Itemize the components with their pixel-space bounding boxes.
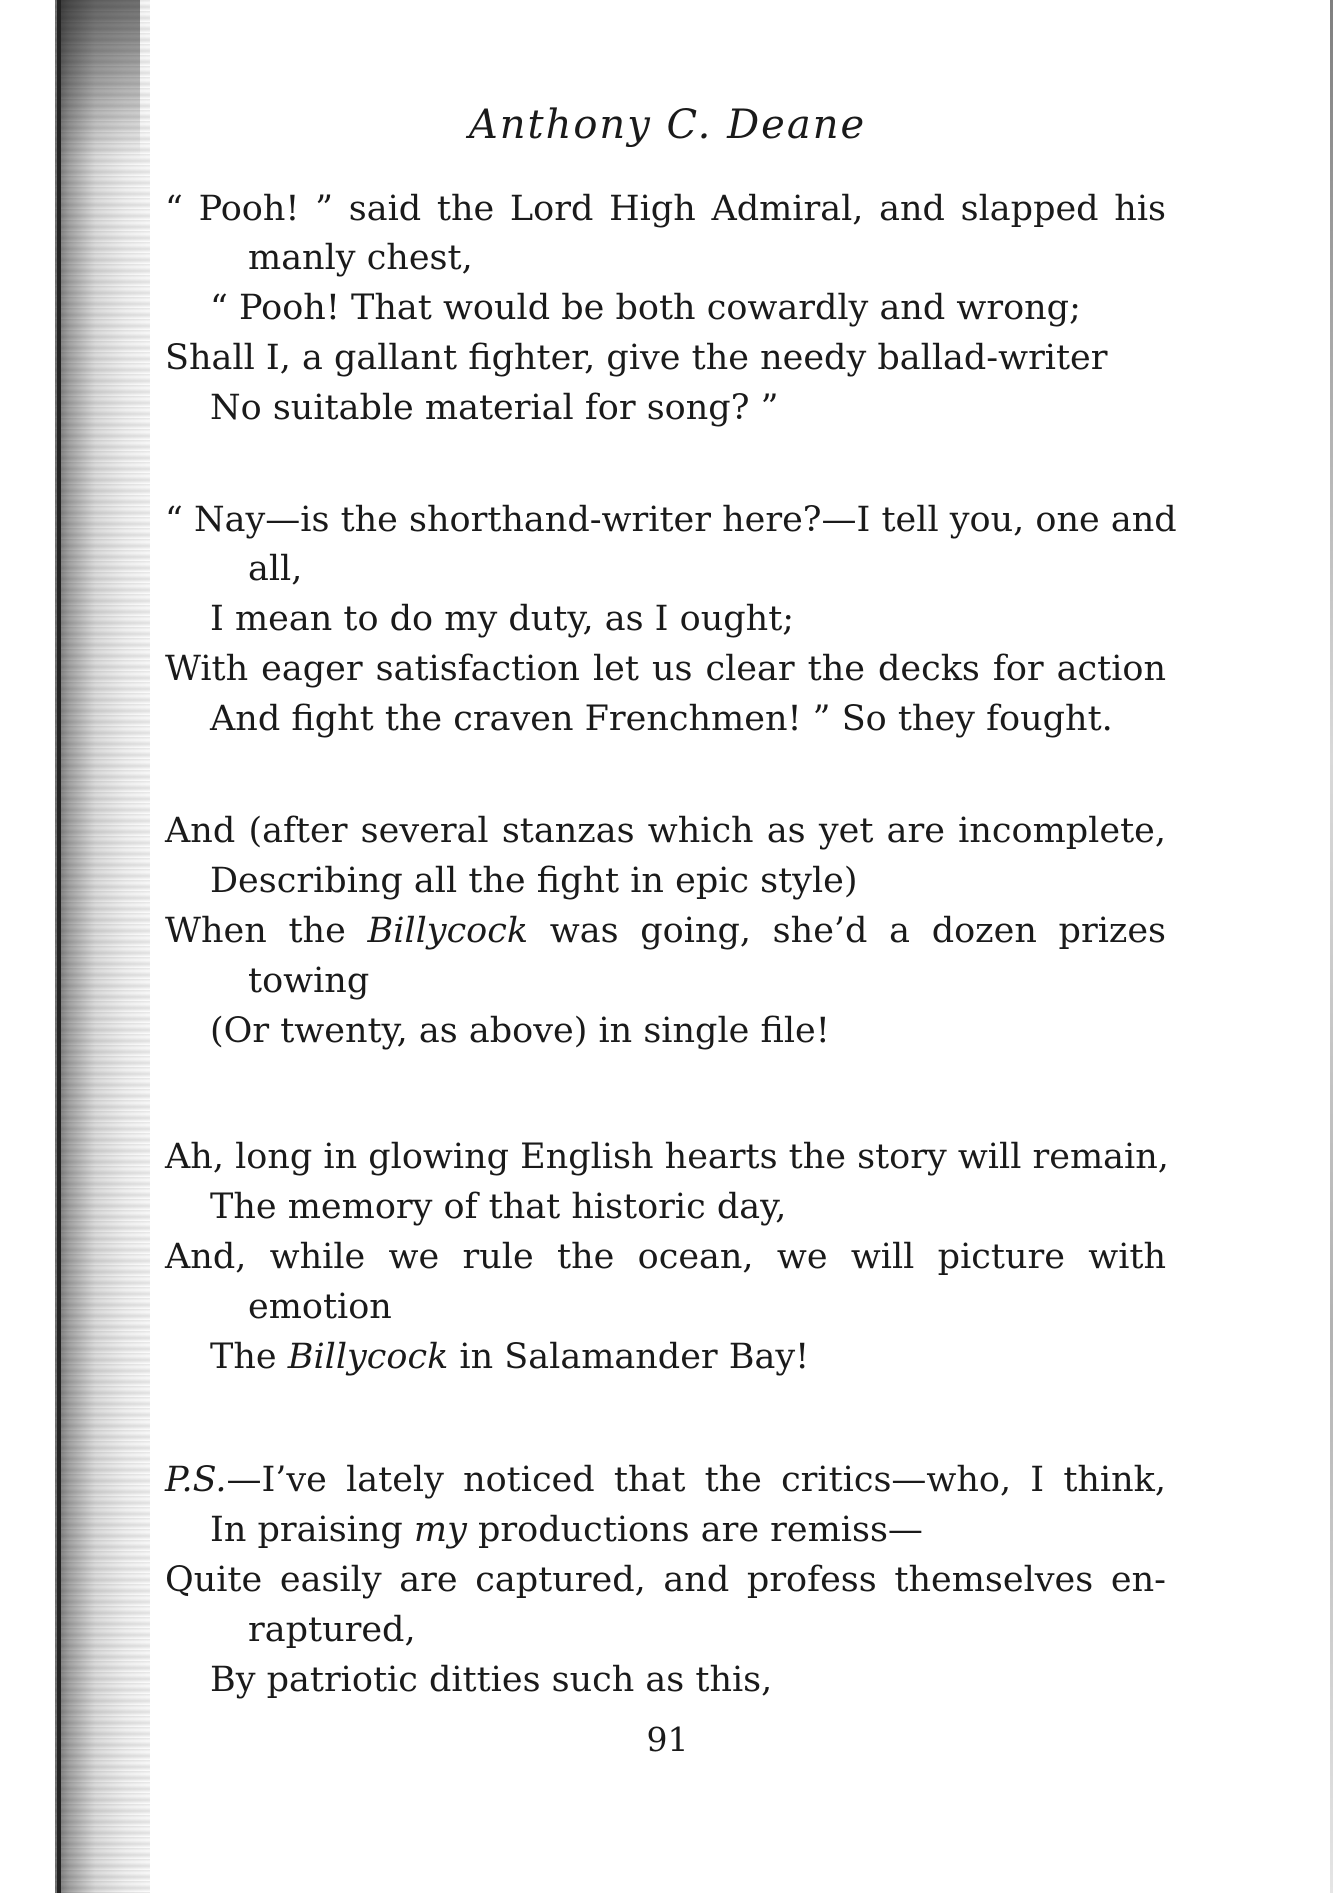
verse-line: With eager satisfaction let us clear the decks for action [165, 649, 1166, 689]
verse-line: By patriotic ditties such as this, [210, 1660, 773, 1700]
binding-edge-line [57, 0, 61, 1893]
verse-line: all, [248, 549, 303, 589]
verse-line: When the Billycock was going, she’d a dozen prizes [165, 911, 1167, 951]
page-number: 91 [646, 1720, 689, 1759]
verse-line: (Or twenty, as above) in single file! [210, 1011, 830, 1051]
verse-line: I mean to do my duty, as I ought; [210, 599, 795, 639]
verse-line: “ Pooh! That would be both cowardly and wrong; [210, 288, 1081, 328]
verse-line: P.S.—I’ve lately noticed that the critics—who, I think, [165, 1460, 1166, 1500]
page-right-edge [1330, 0, 1333, 1893]
verse-line: The memory of that historic day, [210, 1187, 787, 1227]
emphasis: my [413, 1510, 467, 1550]
ship-name: Billycock [287, 1337, 449, 1377]
ship-name: Billycock [367, 911, 529, 951]
verse-line: Ah, long in glowing English hearts the story will remain, [165, 1137, 1169, 1177]
verse-line: Describing all the fight in epic style) [210, 861, 858, 901]
verse-line: And fight the craven Frenchmen! ” So they fought. [210, 699, 1113, 739]
verse-line: “ Nay—is the shorthand-writer here?—I tell you, one and [165, 500, 1177, 540]
verse-line: Quite easily are captured, and profess themselves en- [165, 1560, 1166, 1600]
verse-line: “ Pooh! ” said the Lord High Admiral, and slapped his [165, 189, 1166, 229]
verse-line: emotion [248, 1287, 392, 1327]
verse-line: raptured, [248, 1610, 416, 1650]
running-head: Anthony C. Deane [468, 102, 867, 148]
verse-line: And, while we rule the ocean, we will picture with [165, 1237, 1166, 1277]
verse-line: manly chest, [248, 238, 473, 278]
binding-shadow [55, 0, 150, 1893]
verse-line: towing [248, 961, 370, 1001]
verse-line: And (after several stanzas which as yet are incomplete, [165, 811, 1166, 851]
verse-line: No suitable material for song? ” [210, 388, 779, 428]
verse-line: In praising my productions are remiss— [210, 1510, 923, 1550]
postscript-label: P.S. [165, 1460, 227, 1500]
verse-line: The Billycock in Salamander Bay! [210, 1337, 810, 1377]
verse-line: Shall I, a gallant fighter, give the needy ballad-writer [165, 338, 1108, 378]
